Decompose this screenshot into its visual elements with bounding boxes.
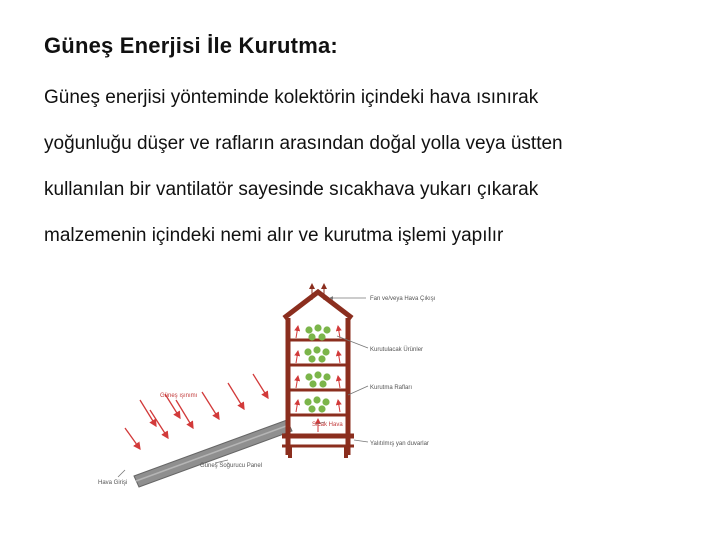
label-insulated-walls: Yalıtılmış yan duvarlar (370, 441, 429, 447)
label-absorber-panel: Güneş Soğurucu Panel (200, 463, 263, 469)
label-dried-products: Kurutulacak Ürünler (370, 347, 424, 353)
label-drying-shelves: Kurutma Rafları (370, 385, 413, 391)
label-air-inlet: Hava Girişi (98, 480, 128, 486)
paragraph-line-3: kullanılan bir vantilatör sayesinde sıcakhava yukarı çıkarak (44, 179, 539, 200)
leader-lines (118, 298, 368, 477)
slide-title: Güneş Enerjisi İle Kurutma: (44, 33, 338, 58)
absorber-panel (134, 420, 292, 487)
dried-products (304, 324, 330, 412)
paragraph-line-1: Güneş enerjisi yönteminde kolektörin içindeki hava ısınırak (44, 87, 539, 108)
label-air-outlet: Fan ve/veya Hava Çıkışı (370, 296, 436, 302)
label-sun-rays: Güneş ışınımı (160, 393, 198, 399)
paragraph-line-2: yoğunluğu düşer ve rafların arasından doğal yolla veya üstten (44, 133, 563, 154)
label-hot-air: Sıcak Hava (312, 422, 343, 428)
paragraph-line-4: malzemenin içindeki nemi alır ve kurutma işlemi yapılır (44, 225, 504, 246)
